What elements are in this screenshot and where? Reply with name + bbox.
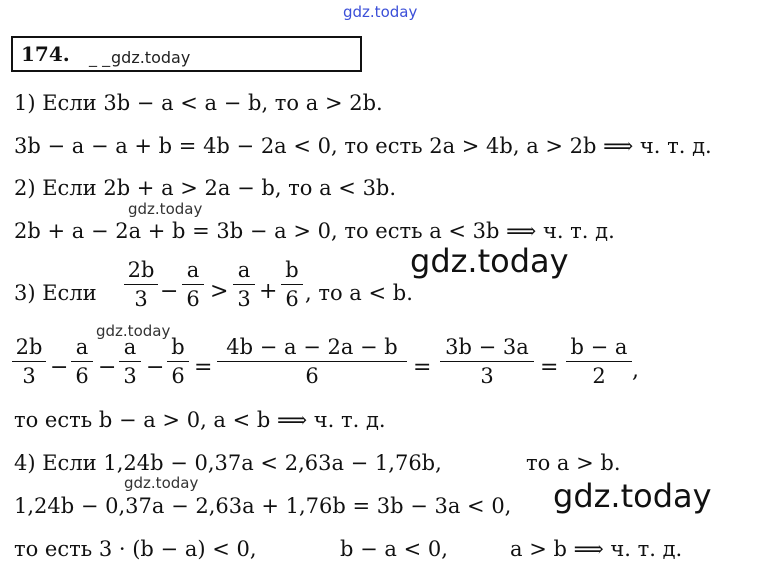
line-4: 2b + a − 2a + b = 3b − a > 0, то есть a < 3b ⟹ ч. т. д.	[14, 219, 615, 243]
watermark-line-4: gdz.today	[128, 200, 203, 218]
op-equals: =	[194, 355, 213, 380]
line-9: 1,24b − 0,37a − 2,63a + 1,76b = 3b − 3a < 0,	[14, 494, 512, 518]
line-10-middle: b − a < 0,	[340, 537, 448, 561]
line-5-suffix: , то a < b.	[305, 281, 413, 305]
line-2: 3b − a − a + b = 4b − 2a < 0, то есть 2a > 4b, a > 2b ⟹ ч. т. д.	[14, 134, 712, 158]
fraction-line6-b-6: b 6	[167, 337, 189, 387]
line-1: 1) Если 3b − a < a − b, то a > 2b.	[14, 91, 383, 115]
op-minus: −	[50, 355, 69, 380]
watermark-big-2: gdz.today	[553, 477, 712, 515]
watermark-header: gdz.today	[111, 48, 191, 67]
fraction-line6-big-3: b − a 2	[566, 337, 632, 387]
op-minus: −	[160, 279, 179, 304]
fraction-line6-2b-3: 2b 3	[12, 337, 46, 387]
problem-number: 174.	[21, 42, 70, 66]
watermark-top: gdz.today	[343, 3, 418, 21]
fraction-2b-3: 2b 3	[124, 260, 158, 310]
watermark-line-9: gdz.today	[124, 474, 199, 492]
fraction-a-6: a 6	[182, 260, 204, 310]
line-7: то есть b − a > 0, a < b ⟹ ч. т. д.	[14, 408, 386, 432]
line-3: 2) Если 2b + a > 2a − b, то a < 3b.	[14, 176, 397, 200]
op-equals: =	[540, 355, 559, 380]
op-minus: −	[146, 355, 165, 380]
op-minus: −	[98, 355, 117, 380]
fraction-line6-big-1: 4b − a − 2a − b 6	[217, 337, 407, 387]
fraction-line6-a-3: a 3	[119, 337, 141, 387]
line-8-right: то a > b.	[526, 451, 621, 475]
line-5-prefix: 3) Если	[14, 281, 97, 305]
fraction-line6-big-2: 3b − 3a 3	[440, 337, 534, 387]
problem-header	[11, 36, 362, 72]
op-equals: =	[413, 355, 432, 380]
line-10-right: a > b ⟹ ч. т. д.	[510, 537, 683, 561]
watermark-line-6: gdz.today	[96, 322, 171, 340]
header-dashes: _ _	[89, 48, 111, 67]
watermark-big-1: gdz.today	[410, 242, 569, 280]
fraction-line6-a-6: a 6	[71, 337, 93, 387]
line-10-left: то есть 3 · (b − a) < 0,	[14, 537, 257, 561]
op-comma: ,	[632, 358, 639, 383]
fraction-a-3: a 3	[233, 260, 255, 310]
op-gt: >	[210, 279, 229, 304]
op-plus: +	[259, 279, 278, 304]
line-8-left: 4) Если 1,24b − 0,37a < 2,63a − 1,76b,	[14, 451, 442, 475]
fraction-b-6: b 6	[281, 260, 303, 310]
